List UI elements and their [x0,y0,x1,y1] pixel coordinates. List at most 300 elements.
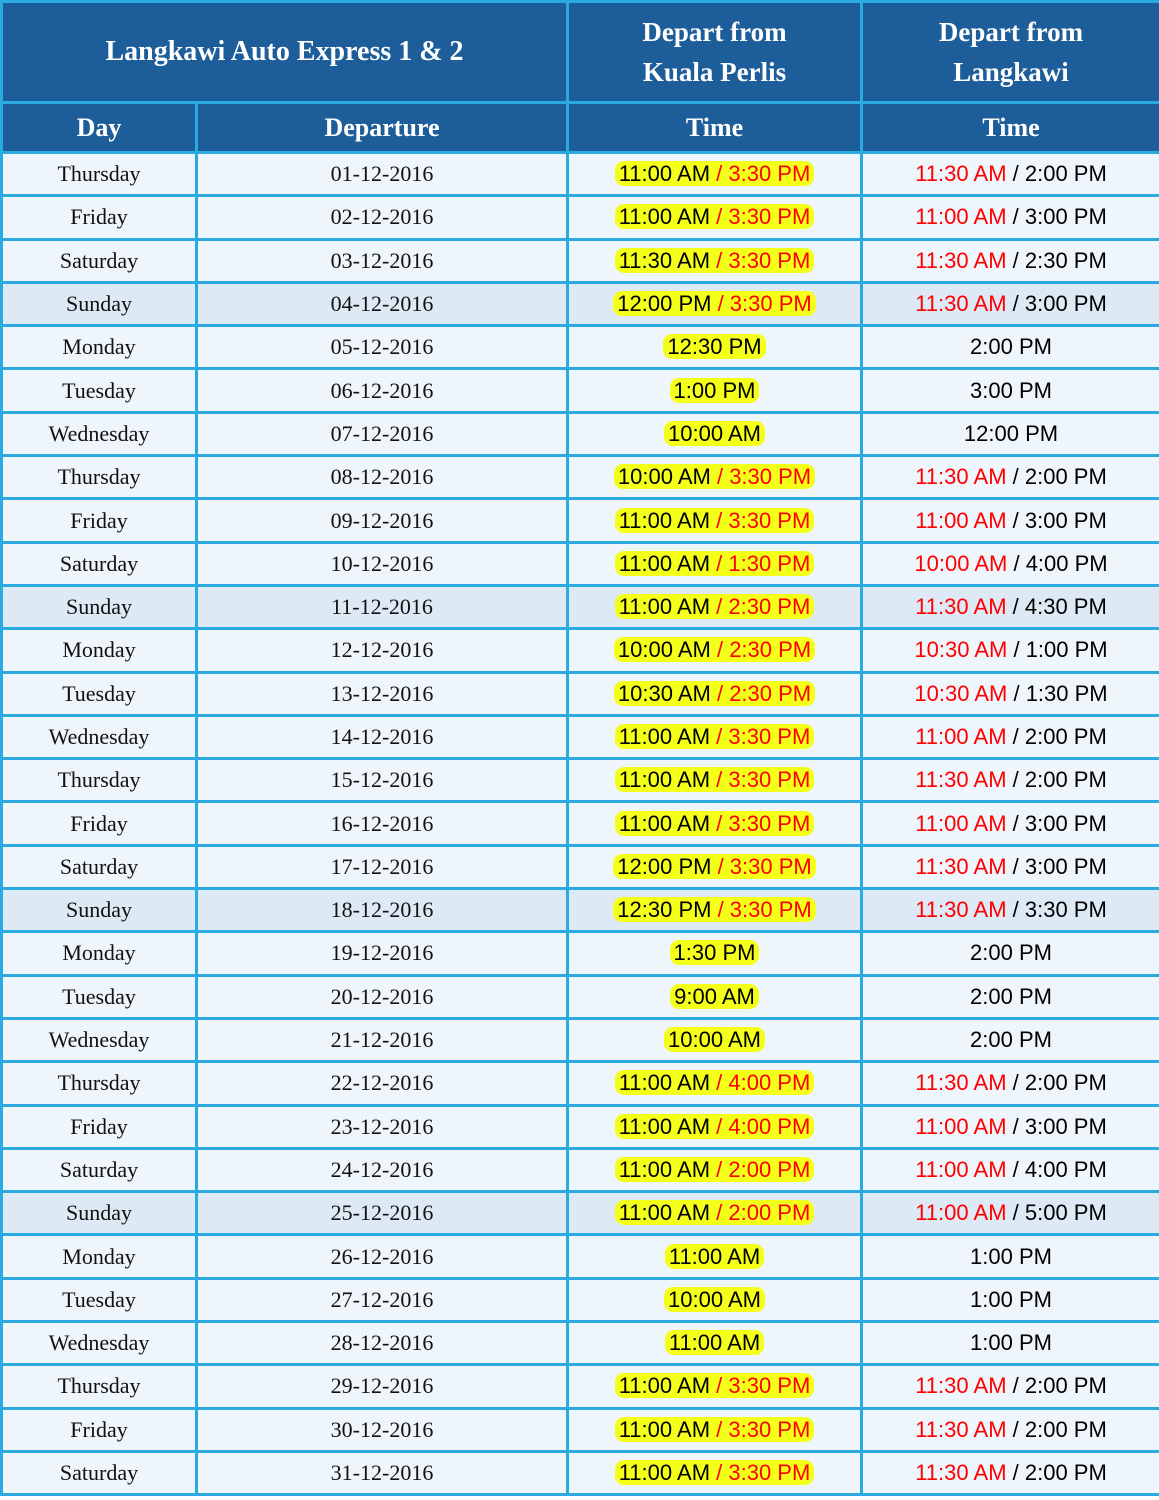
kuala-perlis-header-line2: Kuala Perlis [642,57,787,87]
day-cell: Wednesday [2,1018,197,1061]
date-cell: 29-12-2016 [197,1365,568,1408]
langkawi-first-time: 11:30 AM [915,291,1007,317]
kuala-perlis-second-time: 4:00 PM [728,1113,811,1139]
langkawi-second-time: 4:00 PM [1025,550,1108,576]
langkawi-time-cell [862,1365,1159,1408]
langkawi-second-time: 3:00 PM [1024,1113,1107,1139]
kuala-perlis-time-cell [568,282,862,325]
kuala-perlis-time-highlight [615,1200,815,1225]
table-row [2,499,1159,542]
kuala-perlis-second-time: 3:30 PM [728,1460,811,1486]
langkawi-time-cell [862,975,1159,1018]
kuala-perlis-first-time: 11:00 AM [668,1330,761,1356]
table-row [2,932,1159,975]
kuala-perlis-time-cell [568,196,862,239]
kuala-perlis-first-time: 11:00 AM [618,1460,711,1486]
time-separator: / [1006,161,1025,187]
time-separator: / [710,767,729,793]
kuala-perlis-first-time: 11:00 AM [618,594,711,620]
kuala-perlis-second-time: 2:00 PM [728,1200,811,1226]
kuala-perlis-first-time: 10:00 AM [668,420,761,446]
time-separator: / [711,897,730,923]
table-row [2,802,1159,845]
kuala-perlis-second-time: 3:30 PM [728,247,811,273]
table-row [2,1408,1159,1451]
langkawi-first-time: 11:00 AM [915,1113,1007,1139]
column-header-langkawi-time: Time [862,103,1159,153]
day-cell: Wednesday [2,715,197,758]
kuala-perlis-second-time: 3:30 PM [729,897,812,923]
langkawi-time-cell [862,629,1159,672]
kuala-perlis-time-highlight [615,1157,815,1182]
time-separator: / [1006,767,1025,793]
kuala-perlis-time-cell [568,975,862,1018]
langkawi-first-time: 11:30 AM [915,767,1007,793]
kuala-perlis-time-cell [568,1105,862,1148]
kuala-perlis-first-time: 10:00 AM [617,637,711,663]
date-cell: 10-12-2016 [197,542,568,585]
time-separator: / [1006,853,1025,879]
langkawi-first-time: 11:00 AM [915,204,1007,230]
table-row [2,542,1159,585]
langkawi-second-time: 1:00 PM [970,1243,1052,1269]
kuala-perlis-second-time: 3:30 PM [729,291,812,317]
kuala-perlis-first-time: 12:30 PM [617,897,712,923]
langkawi-second-time: 3:00 PM [1024,853,1107,879]
day-cell: Tuesday [2,1278,197,1321]
langkawi-time-cell [862,932,1159,975]
langkawi-time-cell [862,239,1159,282]
kuala-perlis-first-time: 11:00 AM [618,507,711,533]
langkawi-time-cell [862,499,1159,542]
day-cell: Sunday [2,282,197,325]
column-header-day: Day [2,103,197,153]
day-cell: Monday [2,326,197,369]
time-separator: / [710,464,730,490]
time-separator: / [711,291,730,317]
kuala-perlis-time-highlight [614,637,815,662]
time-separator: / [1006,1113,1025,1139]
kuala-perlis-first-time: 11:00 AM [618,1070,711,1096]
day-cell: Wednesday [2,412,197,455]
column-header-row [2,103,1159,153]
time-separator: / [1006,464,1025,490]
langkawi-first-time: 11:00 AM [915,810,1007,836]
time-separator: / [710,724,729,749]
kuala-perlis-first-time: 12:30 PM [667,334,762,360]
langkawi-second-time: 4:30 PM [1024,594,1107,620]
langkawi-first-time: 11:30 AM [915,1070,1007,1096]
time-separator: / [710,594,729,620]
time-separator: / [710,1416,729,1442]
kuala-perlis-time-highlight [615,811,815,836]
date-cell: 20-12-2016 [197,975,568,1018]
time-separator: / [710,1460,729,1486]
kuala-perlis-time-highlight [614,681,815,706]
kuala-perlis-first-time: 12:00 PM [617,853,712,879]
langkawi-second-time: 2:00 PM [970,334,1052,360]
table-row [2,845,1159,888]
kuala-perlis-time-highlight [615,248,815,273]
kuala-perlis-time-cell [568,845,862,888]
kuala-perlis-time-highlight [613,897,815,922]
kuala-perlis-time-highlight [670,984,759,1009]
time-separator: / [1006,897,1025,923]
kuala-perlis-time-cell [568,326,862,369]
day-cell: Tuesday [2,975,197,1018]
time-separator: / [1006,291,1025,317]
kuala-perlis-time-cell [568,542,862,585]
time-separator: / [710,1373,729,1399]
kuala-perlis-second-time: 2:30 PM [729,680,812,706]
langkawi-time-cell [862,1192,1159,1235]
kuala-perlis-second-time: 3:30 PM [728,810,811,836]
table-row [2,1235,1159,1278]
kuala-perlis-time-highlight [615,551,815,576]
table-row [2,889,1159,932]
kuala-perlis-time-cell [568,1278,862,1321]
kuala-perlis-first-time: 11:00 AM [618,550,711,576]
table-row [2,1322,1159,1365]
langkawi-first-time: 11:30 AM [915,1460,1007,1486]
langkawi-time-cell [862,1408,1159,1451]
schedule-body [2,153,1159,1495]
day-cell: Wednesday [2,1322,197,1365]
day-cell: Thursday [2,1062,197,1105]
time-separator: / [1006,1200,1025,1226]
langkawi-first-time: 11:00 AM [915,1200,1007,1226]
kuala-perlis-first-time: 12:00 PM [617,291,712,317]
langkawi-first-time: 11:00 AM [915,1156,1007,1182]
kuala-perlis-time-cell [568,1192,862,1235]
langkawi-time-cell [862,1148,1159,1191]
day-cell: Saturday [2,845,197,888]
langkawi-time-cell [862,1018,1159,1061]
time-separator: / [710,550,729,576]
date-cell: 08-12-2016 [197,456,568,499]
time-separator: / [710,810,729,836]
day-cell: Thursday [2,759,197,802]
kuala-perlis-first-time: 11:00 AM [618,204,711,230]
langkawi-second-time: 3:00 PM [1024,204,1107,230]
kuala-perlis-first-time: 11:00 AM [618,161,711,187]
table-row [2,196,1159,239]
kuala-perlis-time-highlight [614,464,815,489]
langkawi-time-cell [862,456,1159,499]
langkawi-second-time: 1:30 PM [1025,680,1108,706]
date-cell: 04-12-2016 [197,282,568,325]
date-cell: 13-12-2016 [197,672,568,715]
table-row [2,369,1159,412]
table-row [2,672,1159,715]
date-cell: 23-12-2016 [197,1105,568,1148]
langkawi-time-cell [862,282,1159,325]
langkawi-time-cell [862,715,1159,758]
langkawi-second-time: 2:00 PM [970,983,1052,1009]
date-cell: 27-12-2016 [197,1278,568,1321]
kuala-perlis-second-time: 3:30 PM [728,161,811,187]
table-row [2,1451,1159,1494]
time-separator: / [710,204,729,230]
kuala-perlis-first-time: 11:00 AM [618,1200,711,1226]
langkawi-time-cell [862,802,1159,845]
day-cell: Friday [2,196,197,239]
kuala-perlis-time-cell [568,585,862,628]
langkawi-time-cell [862,196,1159,239]
langkawi-second-time: 1:00 PM [970,1330,1052,1356]
date-cell: 07-12-2016 [197,412,568,455]
kuala-perlis-first-time: 11:00 AM [618,724,711,749]
langkawi-time-cell [862,1062,1159,1105]
langkawi-first-time: 11:30 AM [915,161,1007,187]
day-cell: Saturday [2,542,197,585]
kuala-perlis-time-highlight [613,291,815,316]
time-separator: / [1006,1373,1025,1399]
table-row [2,456,1159,499]
kuala-perlis-time-highlight [615,767,815,792]
langkawi-second-time: 5:00 PM [1024,1200,1107,1226]
langkawi-time-cell [862,1105,1159,1148]
kuala-perlis-time-highlight [665,1244,764,1269]
langkawi-time-cell [862,1235,1159,1278]
langkawi-second-time: 2:00 PM [1024,767,1107,793]
kuala-perlis-time-highlight [670,378,760,403]
langkawi-time-cell [862,672,1159,715]
langkawi-time-cell [862,326,1159,369]
kuala-perlis-time-highlight [615,204,815,229]
date-cell: 25-12-2016 [197,1192,568,1235]
day-cell: Tuesday [2,672,197,715]
time-separator: / [1006,1156,1025,1182]
kuala-perlis-time-cell [568,1148,862,1191]
day-cell: Saturday [2,1148,197,1191]
langkawi-second-time: 2:00 PM [1024,724,1107,749]
time-separator: / [1007,550,1026,576]
date-cell: 06-12-2016 [197,369,568,412]
table-row [2,975,1159,1018]
kuala-perlis-time-cell [568,1365,862,1408]
langkawi-second-time: 3:00 PM [1024,810,1107,836]
day-cell: Saturday [2,239,197,282]
kuala-perlis-second-time: 3:30 PM [728,204,811,230]
langkawi-second-time: 2:30 PM [1024,247,1107,273]
langkawi-second-time: 1:00 PM [970,1286,1052,1312]
date-cell: 12-12-2016 [197,629,568,672]
langkawi-second-time: 2:00 PM [970,1027,1052,1053]
kuala-perlis-time-highlight [615,161,815,186]
langkawi-first-time: 11:30 AM [915,464,1007,490]
date-cell: 19-12-2016 [197,932,568,975]
time-separator: / [1006,507,1025,533]
langkawi-second-time: 2:00 PM [970,940,1052,966]
langkawi-time-cell [862,845,1159,888]
kuala-perlis-time-highlight [615,508,815,533]
kuala-perlis-time-highlight [615,1373,815,1398]
column-header-kuala-perlis-time: Time [568,103,862,153]
day-cell: Thursday [2,153,197,196]
langkawi-time-cell [862,1451,1159,1494]
kuala-perlis-time-cell [568,239,862,282]
date-cell: 15-12-2016 [197,759,568,802]
table-row [2,239,1159,282]
kuala-perlis-first-time: 11:00 AM [618,767,711,793]
date-cell: 09-12-2016 [197,499,568,542]
table-row [2,629,1159,672]
kuala-perlis-first-time: 10:00 AM [617,464,711,490]
date-cell: 28-12-2016 [197,1322,568,1365]
table-row [2,1062,1159,1105]
kuala-perlis-time-cell [568,456,862,499]
day-cell: Friday [2,1408,197,1451]
kuala-perlis-first-time: 11:00 AM [618,1373,711,1399]
kuala-perlis-second-time: 3:30 PM [728,724,811,749]
table-row [2,759,1159,802]
date-cell: 16-12-2016 [197,802,568,845]
day-cell: Tuesday [2,369,197,412]
kuala-perlis-time-cell [568,1322,862,1365]
langkawi-second-time: 3:00 PM [1024,507,1107,533]
langkawi-first-time: 11:30 AM [915,1373,1007,1399]
kuala-perlis-first-time: 1:00 PM [673,377,756,403]
day-cell: Sunday [2,889,197,932]
table-row [2,282,1159,325]
langkawi-second-time: 3:30 PM [1024,897,1107,923]
time-separator: / [1006,204,1025,230]
table-row [2,715,1159,758]
column-header-departure: Departure [197,103,568,153]
time-separator: / [711,853,730,879]
date-cell: 17-12-2016 [197,845,568,888]
time-separator: / [710,1113,729,1139]
table-row [2,585,1159,628]
kuala-perlis-time-cell [568,1062,862,1105]
date-cell: 21-12-2016 [197,1018,568,1061]
langkawi-time-cell [862,759,1159,802]
kuala-perlis-time-cell [568,802,862,845]
table-row [2,1192,1159,1235]
langkawi-time-cell [862,585,1159,628]
time-separator: / [1006,1460,1025,1486]
time-separator: / [1006,1416,1025,1442]
langkawi-time-cell [862,1322,1159,1365]
date-cell: 22-12-2016 [197,1062,568,1105]
kuala-perlis-time-highlight [615,724,815,749]
date-cell: 24-12-2016 [197,1148,568,1191]
langkawi-time-cell [862,412,1159,455]
time-separator: / [710,161,729,187]
langkawi-time-cell [862,1278,1159,1321]
time-separator: / [1006,594,1025,620]
langkawi-time-cell [862,369,1159,412]
kuala-perlis-first-time: 10:00 AM [668,1027,761,1053]
langkawi-time-cell [862,153,1159,196]
time-separator: / [710,247,729,273]
kuala-perlis-time-highlight [615,1417,815,1442]
kuala-perlis-first-time: 11:00 AM [618,810,711,836]
time-separator: / [710,1156,729,1182]
kuala-perlis-time-cell [568,1018,862,1061]
langkawi-second-time: 1:00 PM [1025,637,1108,663]
time-separator: / [1007,680,1026,706]
table-row [2,1365,1159,1408]
langkawi-second-time: 2:00 PM [1024,1373,1107,1399]
langkawi-header-line1: Depart from [938,17,1084,47]
table-row [2,326,1159,369]
kuala-perlis-second-time: 3:30 PM [729,464,812,490]
table-row [2,1018,1159,1061]
kuala-perlis-first-time: 10:00 AM [668,1286,761,1312]
kuala-perlis-time-cell [568,499,862,542]
date-cell: 30-12-2016 [197,1408,568,1451]
kuala-perlis-first-time: 10:30 AM [617,680,711,706]
kuala-perlis-time-cell [568,715,862,758]
kuala-perlis-time-highlight [664,421,765,446]
day-cell: Friday [2,802,197,845]
date-cell: 14-12-2016 [197,715,568,758]
langkawi-second-time: 2:00 PM [1024,1460,1107,1486]
kuala-perlis-time-cell [568,153,862,196]
kuala-perlis-time-highlight [665,1330,764,1355]
langkawi-second-time: 12:00 PM [963,420,1059,446]
kuala-perlis-second-time: 3:30 PM [728,507,811,533]
kuala-perlis-first-time: 11:00 AM [618,1113,711,1139]
time-separator: / [1006,724,1025,749]
langkawi-second-time: 3:00 PM [1024,291,1107,317]
kuala-perlis-second-time: 2:30 PM [728,594,811,620]
kuala-perlis-time-highlight [613,854,815,879]
date-cell: 31-12-2016 [197,1451,568,1494]
langkawi-first-time: 11:30 AM [915,247,1007,273]
table-row [2,1105,1159,1148]
date-cell: 18-12-2016 [197,889,568,932]
langkawi-first-time: 11:30 AM [915,594,1007,620]
time-separator: / [710,507,729,533]
schedule-title: Langkawi Auto Express 1 & 2 [2,2,568,103]
kuala-perlis-time-cell [568,412,862,455]
kuala-perlis-second-time: 4:00 PM [728,1070,811,1096]
kuala-perlis-time-cell [568,889,862,932]
day-cell: Sunday [2,1192,197,1235]
langkawi-first-time: 11:30 AM [915,853,1007,879]
time-separator: / [1006,1070,1025,1096]
kuala-perlis-first-time: 9:00 AM [674,983,755,1009]
date-cell: 05-12-2016 [197,326,568,369]
day-cell: Monday [2,629,197,672]
date-cell: 01-12-2016 [197,153,568,196]
langkawi-second-time: 2:00 PM [1024,161,1107,187]
kuala-perlis-time-highlight [664,1287,765,1312]
langkawi-header-line2: Langkawi [953,57,1069,87]
kuala-perlis-second-time: 3:30 PM [728,767,811,793]
langkawi-second-time: 3:00 PM [970,377,1052,403]
kuala-perlis-time-highlight [615,1460,815,1485]
langkawi-first-time: 10:00 AM [914,550,1008,576]
kuala-perlis-time-cell [568,629,862,672]
time-separator: / [710,1200,729,1226]
langkawi-second-time: 2:00 PM [1024,464,1107,490]
kuala-perlis-time-cell [568,759,862,802]
day-cell: Thursday [2,1365,197,1408]
langkawi-time-cell [862,889,1159,932]
kuala-perlis-time-cell [568,369,862,412]
table-row [2,1278,1159,1321]
langkawi-group-header [862,2,1159,103]
kuala-perlis-second-time: 2:00 PM [728,1156,811,1182]
day-cell: Thursday [2,456,197,499]
kuala-perlis-time-highlight [615,1114,815,1139]
kuala-perlis-time-cell [568,672,862,715]
langkawi-first-time: 10:30 AM [914,680,1008,706]
